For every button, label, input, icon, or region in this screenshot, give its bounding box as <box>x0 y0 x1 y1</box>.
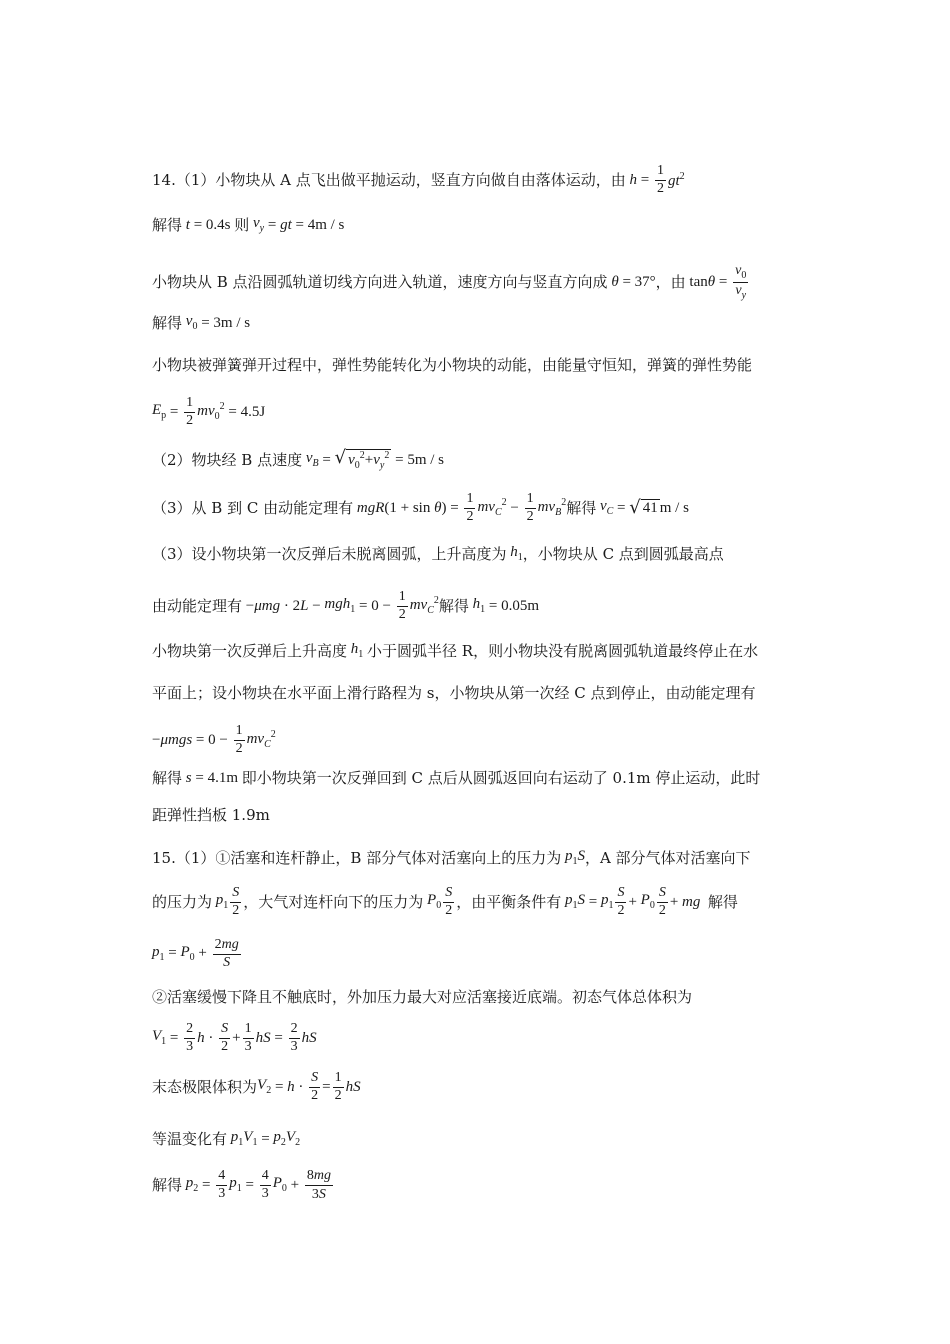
p15-line8: 解得 $p_2$ = $\frac{4}{3}$ $p_1$ = $\frac{4}{3}$ $P_0$ + $\frac{8mg}{3S}$ <box>152 1168 331 1202</box>
p15-line3: $p_1$ = $P_0$ + $\frac{2mg}{S}$ <box>152 937 239 970</box>
fraction-v0-vy: $\frac{v_0}{v_y}$ <box>735 263 747 302</box>
p14-line5: 小物块被弹簧弹开过程中，弹性势能转化为小物块的动能，由能量守恒知，弹簧的弹性势能 <box>152 356 753 374</box>
p14-line6: $E_p$ = $\frac{1}{2}$ $mv_0^2$ = 4.5J <box>152 395 266 428</box>
p15-line5: $V_1$ = $\frac{2}{3}$ h · $\frac{S}{2}$ + $\frac{1}{3}$ hS = $\frac{2}{3}$ hS <box>152 1021 317 1054</box>
p14-line14: 解得 s = 4.1m 即小物块第一次反弹回到 C 点后从圆弧返回向右运动了 0.1m 停止运动，此时 <box>152 769 761 787</box>
p15-line4: ②活塞缓慢下降且不触底时，外加压力最大对应活塞接近底端。初态气体总体积为 <box>152 988 693 1006</box>
p15-line7: 等温变化有 $p_1V_1$ = $p_2V_2$ <box>152 1129 301 1148</box>
p14-line8: （3）从 B 到 C 由动能定理有 mgR (1 + sin θ ) = $\frac{1}{2}$ $mv_C^2$ − $\frac{1}{2}$ $mv_B^2$ 解得 $v_C$ = √ 41 m / s <box>152 491 689 524</box>
p14-line3: 小物块从 B 点沿圆弧轨道切线方向进入轨道，速度方向与竖直方向成 θ = 37° ，由 tan θ = $\frac{v_0}{v_y}$ <box>152 263 747 302</box>
formula-h: h <box>625 171 638 188</box>
p14-line2: 解得 t = 0.4s 则 $v_y$ = gt = 4m / s <box>152 215 345 234</box>
p14-line4: 解得 $v_0$ = 3m / s <box>152 313 251 332</box>
p14-line13: − μmgs = 0 − $\frac{1}{2}$ $mv_C^2$ <box>152 723 276 756</box>
p14-line9: （3）设小物块第一次反弹后未脱离圆弧，上升高度为 $h_1$ ，小物块从 C 点到圆弧最高点 <box>152 544 724 563</box>
p15-line6: 末态极限体积为 $V_2$ = h · $\frac{S}{2}$ = $\frac{1}{2}$ hS <box>152 1070 361 1103</box>
p14-line10: 由动能定理有 − μmg · 2 L − mgh$_1$ = 0 − $\frac{1}{2}$ $mv_C^2$ 解得 $h_1$ = 0.05m <box>152 589 540 622</box>
sqrt-expression: √ $v_0^2+v_y^2$ <box>334 447 390 471</box>
p14-line12: 平面上；设小物块在水平面上滑行路程为 s，小物块从第一次经 C 点到停止，由动能定理有 <box>152 684 756 702</box>
p14-line11: 小物块第一次反弹后上升高度 $h_1$ 小于圆弧半径 R，则小物块没有脱离圆弧轨道最终停止在水 <box>152 641 759 660</box>
p15-line2: 的压力为 $p_1$ $\frac{S}{2}$ ，大气对连杆向下的压力为 $P_0$ $\frac{S}{2}$ ，由平衡条件有 $p_1S$ = $p_1$ $\frac{S}{2}$ + $P_0$ $\frac{S}{2}$ + mg 解得 <box>152 885 738 918</box>
fraction-half: $\frac{1}{2}$ <box>657 163 664 196</box>
p14-line7: （2）物块经 B 点速度 $v_B$ = √ $v_0^2+v_y^2$ = 5m / s <box>152 447 444 471</box>
p14-line15: 距弹性挡板 1.9m <box>152 806 270 824</box>
p14-line1: 14.（1）小物块从 A 点飞出做平抛运动，竖直方向做自由落体运动，由 h = $\frac{1}{2}$ $gt^2$ <box>152 163 685 196</box>
p15-line1: 15.（1）①活塞和连杆静止，B 部分气体对活塞向上的压力为 $p_1S$ ，A 部分气体对活塞向下 <box>152 848 751 867</box>
